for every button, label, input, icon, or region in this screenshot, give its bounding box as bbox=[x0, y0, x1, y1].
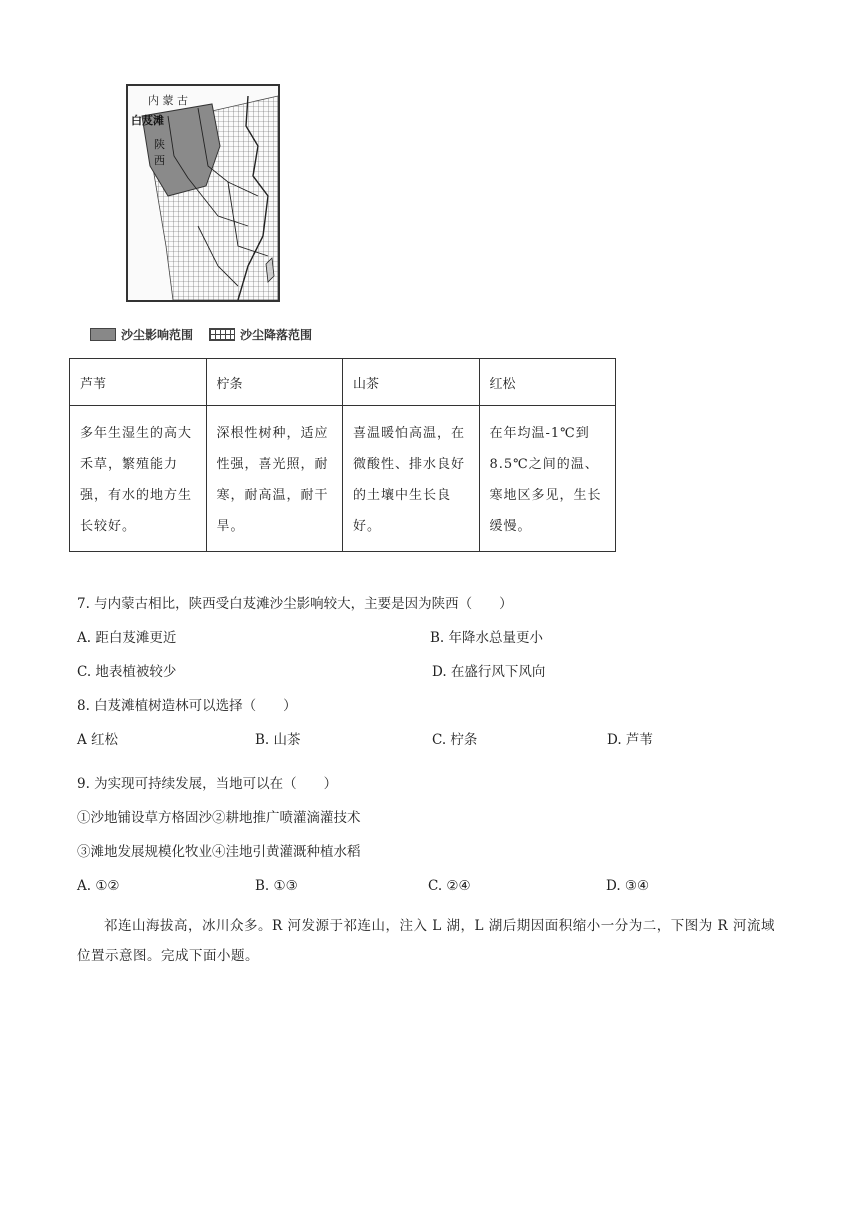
table-header-cell: 山茶 bbox=[343, 359, 480, 406]
q8-option-c[interactable]: C. 柠条 bbox=[432, 732, 478, 748]
table-cell: 深根性树种，适应性强，喜光照，耐寒，耐高温，耐干旱。 bbox=[206, 406, 343, 552]
map-drawing bbox=[128, 86, 278, 300]
table-row bbox=[70, 406, 616, 552]
passage-paragraph: 祁连山海拔高，冰川众多。R 河发源于祁连山，注入 L 湖，L 湖后期因面积缩小一分为二，下图为 R 河流域位置示意图。完成下面小题。 bbox=[77, 918, 776, 964]
q8-option-b[interactable]: B. 山茶 bbox=[255, 732, 301, 748]
table-cell: 多年生湿生的高大禾草，繁殖能力强，有水的地方生长较好。 bbox=[70, 406, 207, 552]
label-baijitan: 白芨滩 bbox=[131, 114, 164, 127]
q7-option-d[interactable]: D. 在盛行风下风向 bbox=[432, 664, 546, 680]
q7-option-c[interactable]: C. 地表植被较少 bbox=[77, 664, 177, 680]
plant-table bbox=[69, 358, 616, 552]
q9-option-d[interactable]: D. ③④ bbox=[606, 878, 650, 894]
sand-dust-map bbox=[126, 84, 280, 302]
influence-swatch bbox=[90, 328, 116, 341]
label-shaanxi-2: 西 bbox=[154, 154, 165, 167]
q7-option-b[interactable]: B. 年降水总量更小 bbox=[430, 630, 544, 646]
table-header-cell: 红松 bbox=[479, 359, 616, 406]
table-cell: 喜温暖怕高温，在微酸性、排水良好的土壤中生长良好。 bbox=[343, 406, 480, 552]
q9-items-line-2: ③滩地发展规模化牧业④洼地引黄灌溉种植水稻 bbox=[77, 844, 361, 860]
legend-influence: 沙尘影响范围 bbox=[121, 327, 194, 342]
table-cell: 在年均温-1℃到8.5℃之间的温、寒地区多见，生长缓慢。 bbox=[479, 406, 616, 552]
question-8-stem: 8. 白芨滩植树造林可以选择（ ） bbox=[77, 698, 297, 714]
q8-option-d[interactable]: D. 芦苇 bbox=[607, 732, 653, 748]
q9-option-c[interactable]: C. ②④ bbox=[428, 878, 471, 894]
map-legend bbox=[90, 324, 350, 344]
fallout-swatch bbox=[209, 328, 235, 341]
q9-items-line-1: ①沙地铺设草方格固沙②耕地推广喷灌滴灌技术 bbox=[77, 810, 361, 826]
q9-option-a[interactable]: A. ①② bbox=[77, 878, 120, 894]
q7-option-a[interactable]: A. 距白芨滩更近 bbox=[77, 630, 177, 646]
table-header-cell: 柠条 bbox=[206, 359, 343, 406]
q8-option-a[interactable]: A 红松 bbox=[77, 732, 119, 748]
label-shaanxi-1: 陕 bbox=[154, 138, 165, 151]
table-header-row bbox=[70, 359, 616, 406]
table-header-cell: 芦苇 bbox=[70, 359, 207, 406]
q9-option-b[interactable]: B. ①③ bbox=[255, 878, 298, 894]
label-inner-mongolia: 内 蒙 古 bbox=[148, 94, 188, 107]
legend-fallout: 沙尘降落范围 bbox=[240, 327, 313, 342]
question-7-stem: 7. 与内蒙古相比，陕西受白芨滩沙尘影响较大，主要是因为陕西（ ） bbox=[77, 596, 513, 612]
question-9-stem: 9. 为实现可持续发展，当地可以在（ ） bbox=[77, 776, 338, 792]
